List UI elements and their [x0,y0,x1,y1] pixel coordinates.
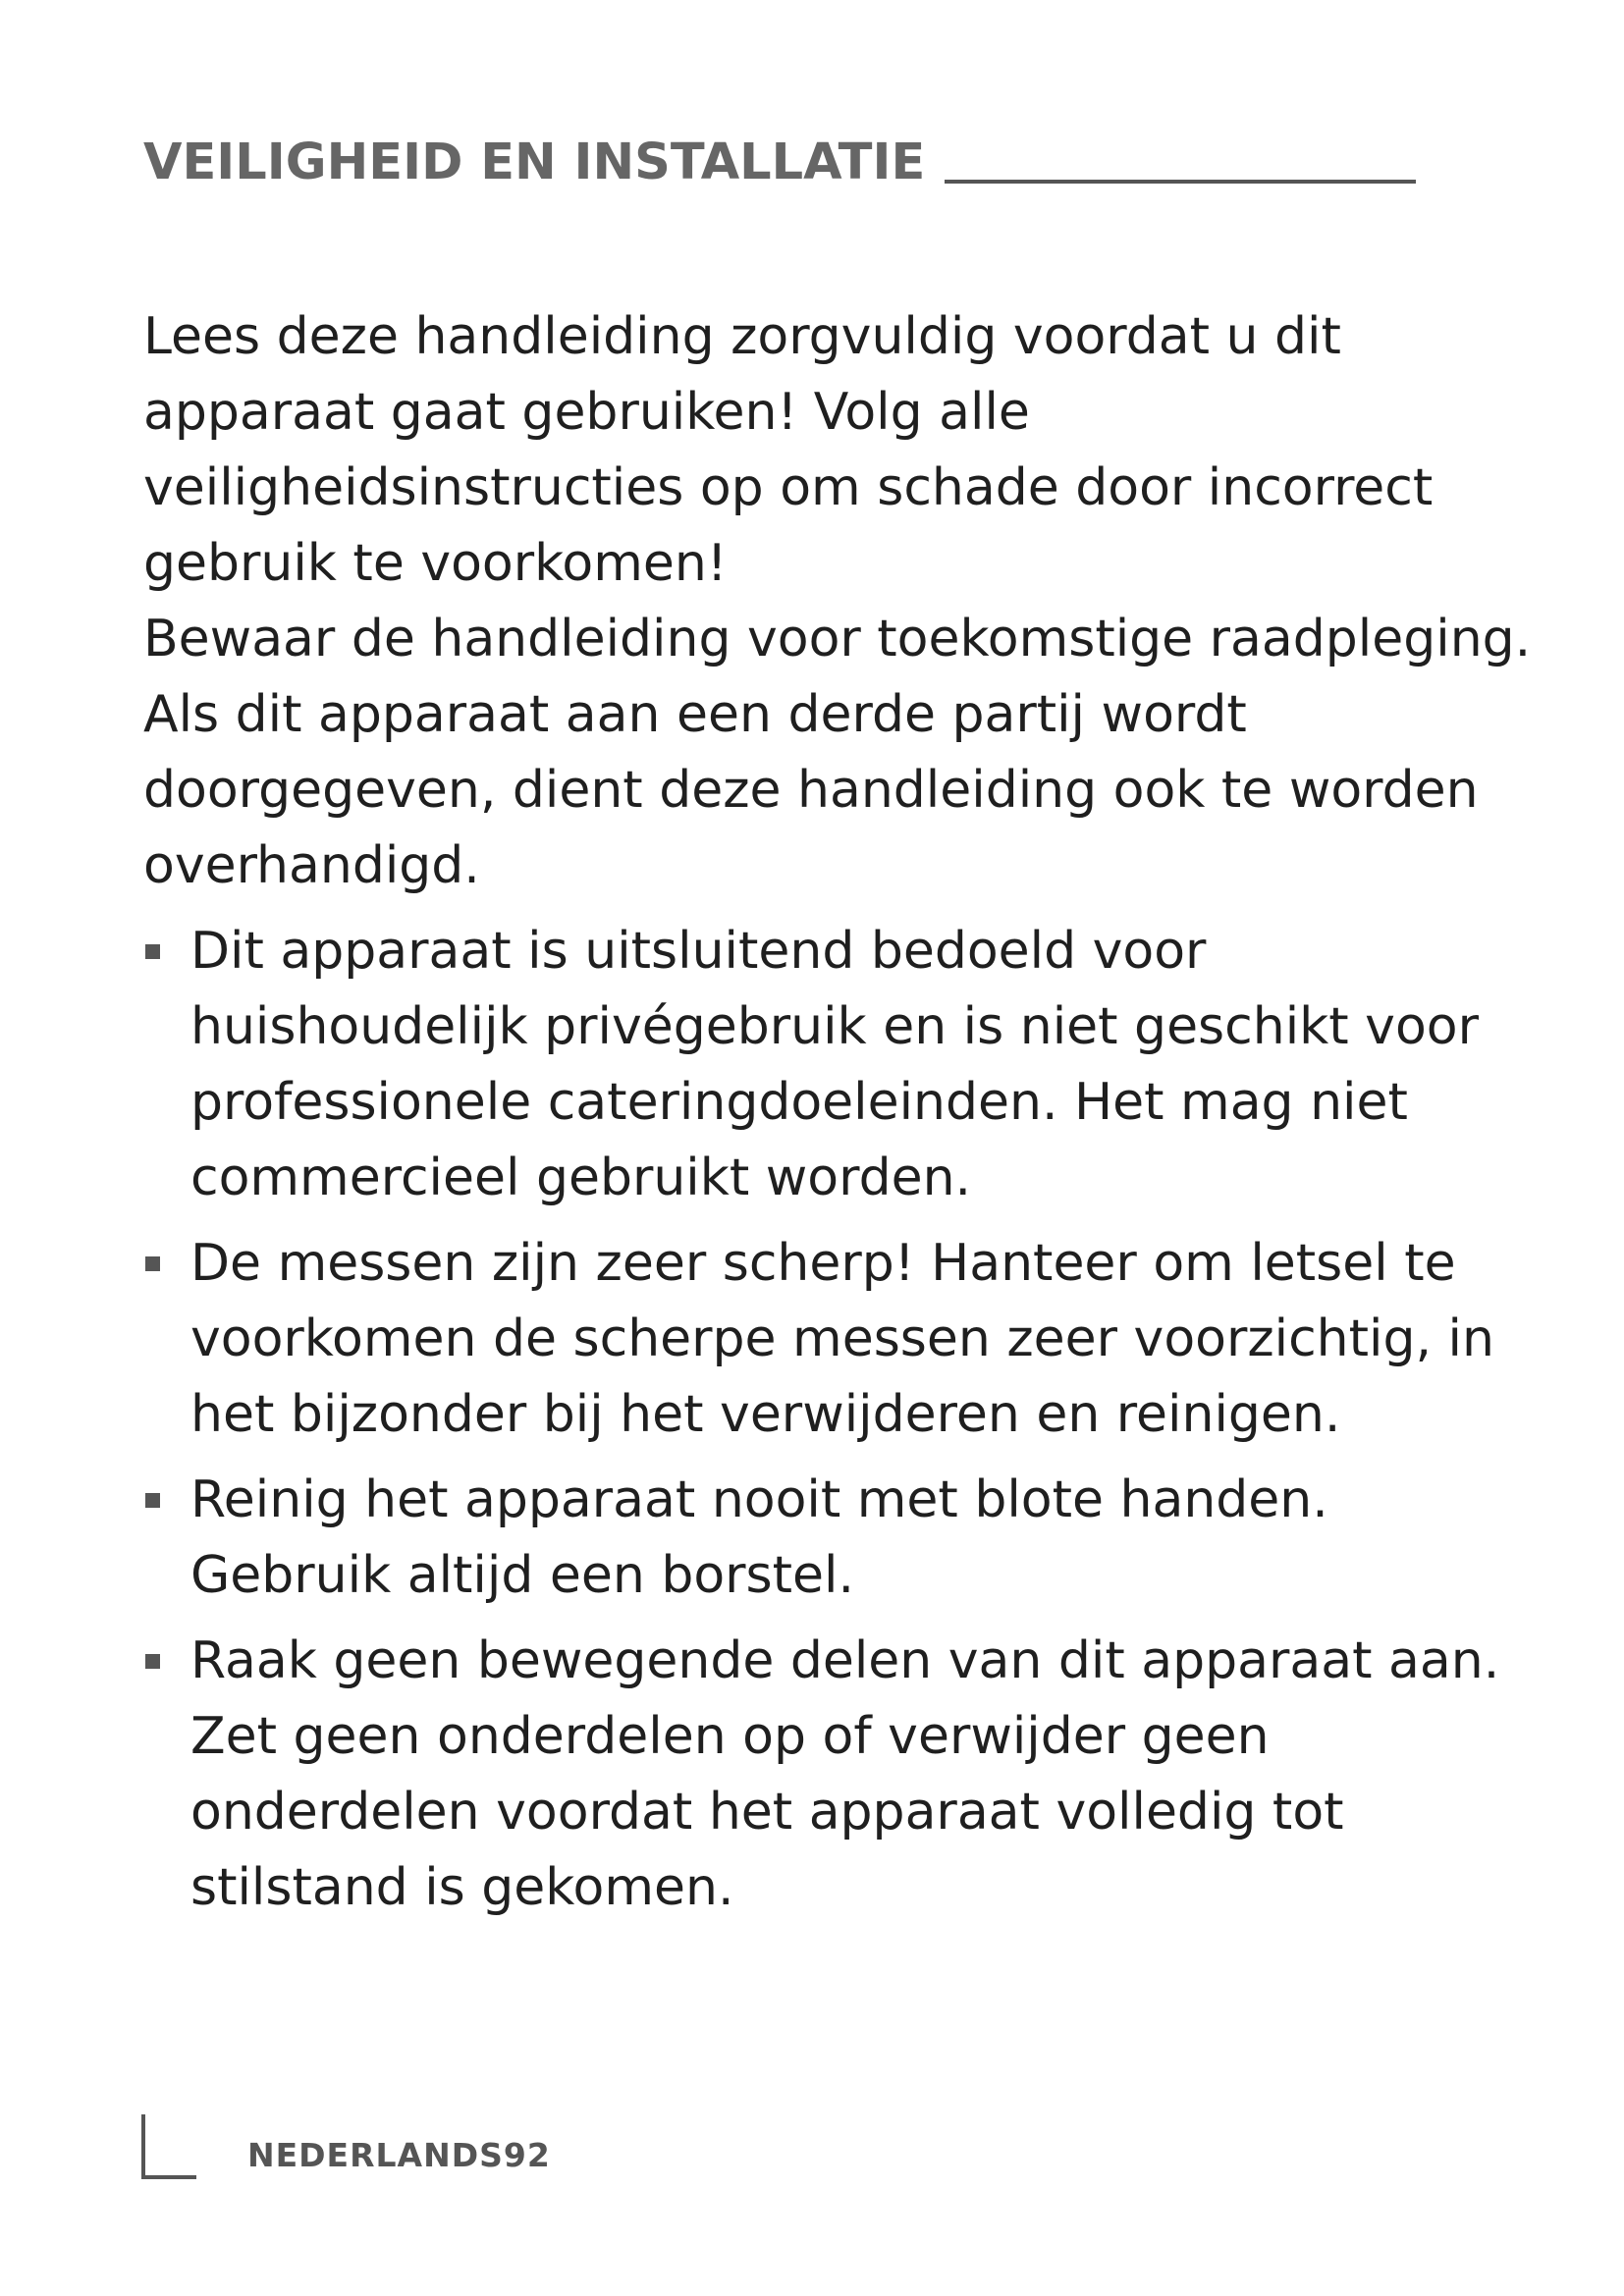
content [143,299,1538,1926]
list-item [143,1226,1538,1453]
page-number: 92 [503,2136,551,2174]
section-title: VEILIGHEID EN INSTALLATIE [143,133,926,191]
corner-bracket-icon [141,2114,196,2179]
intro-paragraph: Lees deze handleiding zorgvuldig voordat u dit apparaat gaat gebruiken! Volg alle veiligheidsinstructies op om schade door incorrect gebruik te voorkomen! [143,307,1434,593]
list-item-text: De messen zijn zeer scherp! Hanteer om letsel te voorkomen de scherpe messen zeer voorzichtig, in het bijzonder bij het verwijderen en reinigen. [190,1234,1494,1444]
page-footer [141,2110,551,2179]
list-item [143,1624,1538,1926]
storage-paragraph: Bewaar de handleiding voor toekomstige raadpleging. Als dit apparaat aan een derde partij wordt doorgegeven, dient deze handleiding ook te worden overhandigd. [143,610,1532,895]
safety-list [143,914,1538,1926]
footer-label [247,2136,551,2174]
list-item [143,1463,1538,1614]
list-item [143,914,1538,1216]
list-item-text: Reinig het apparaat nooit met blote handen. Gebruik altijd een borstel. [190,1470,1328,1605]
list-item-text: Dit apparaat is uitsluitend bedoeld voor huishoudelijk privégebruik en is niet geschikt voor professionele cateringdoeleinden. Het mag niet commercieel gebruikt worden. [190,922,1479,1207]
footer-language: NEDERLANDS [247,2136,504,2174]
square-bullet-icon [145,944,160,959]
section-header [143,133,1498,191]
square-bullet-icon [145,1256,160,1271]
square-bullet-icon [145,1654,160,1669]
list-item-text: Raak geen bewegende delen van dit apparaat aan. Zet geen onderdelen op of verwijder geen onderdelen voordat het apparaat volledig tot stilstand is gekomen. [190,1631,1500,1917]
header-rule [945,180,1416,184]
square-bullet-icon [145,1493,160,1508]
